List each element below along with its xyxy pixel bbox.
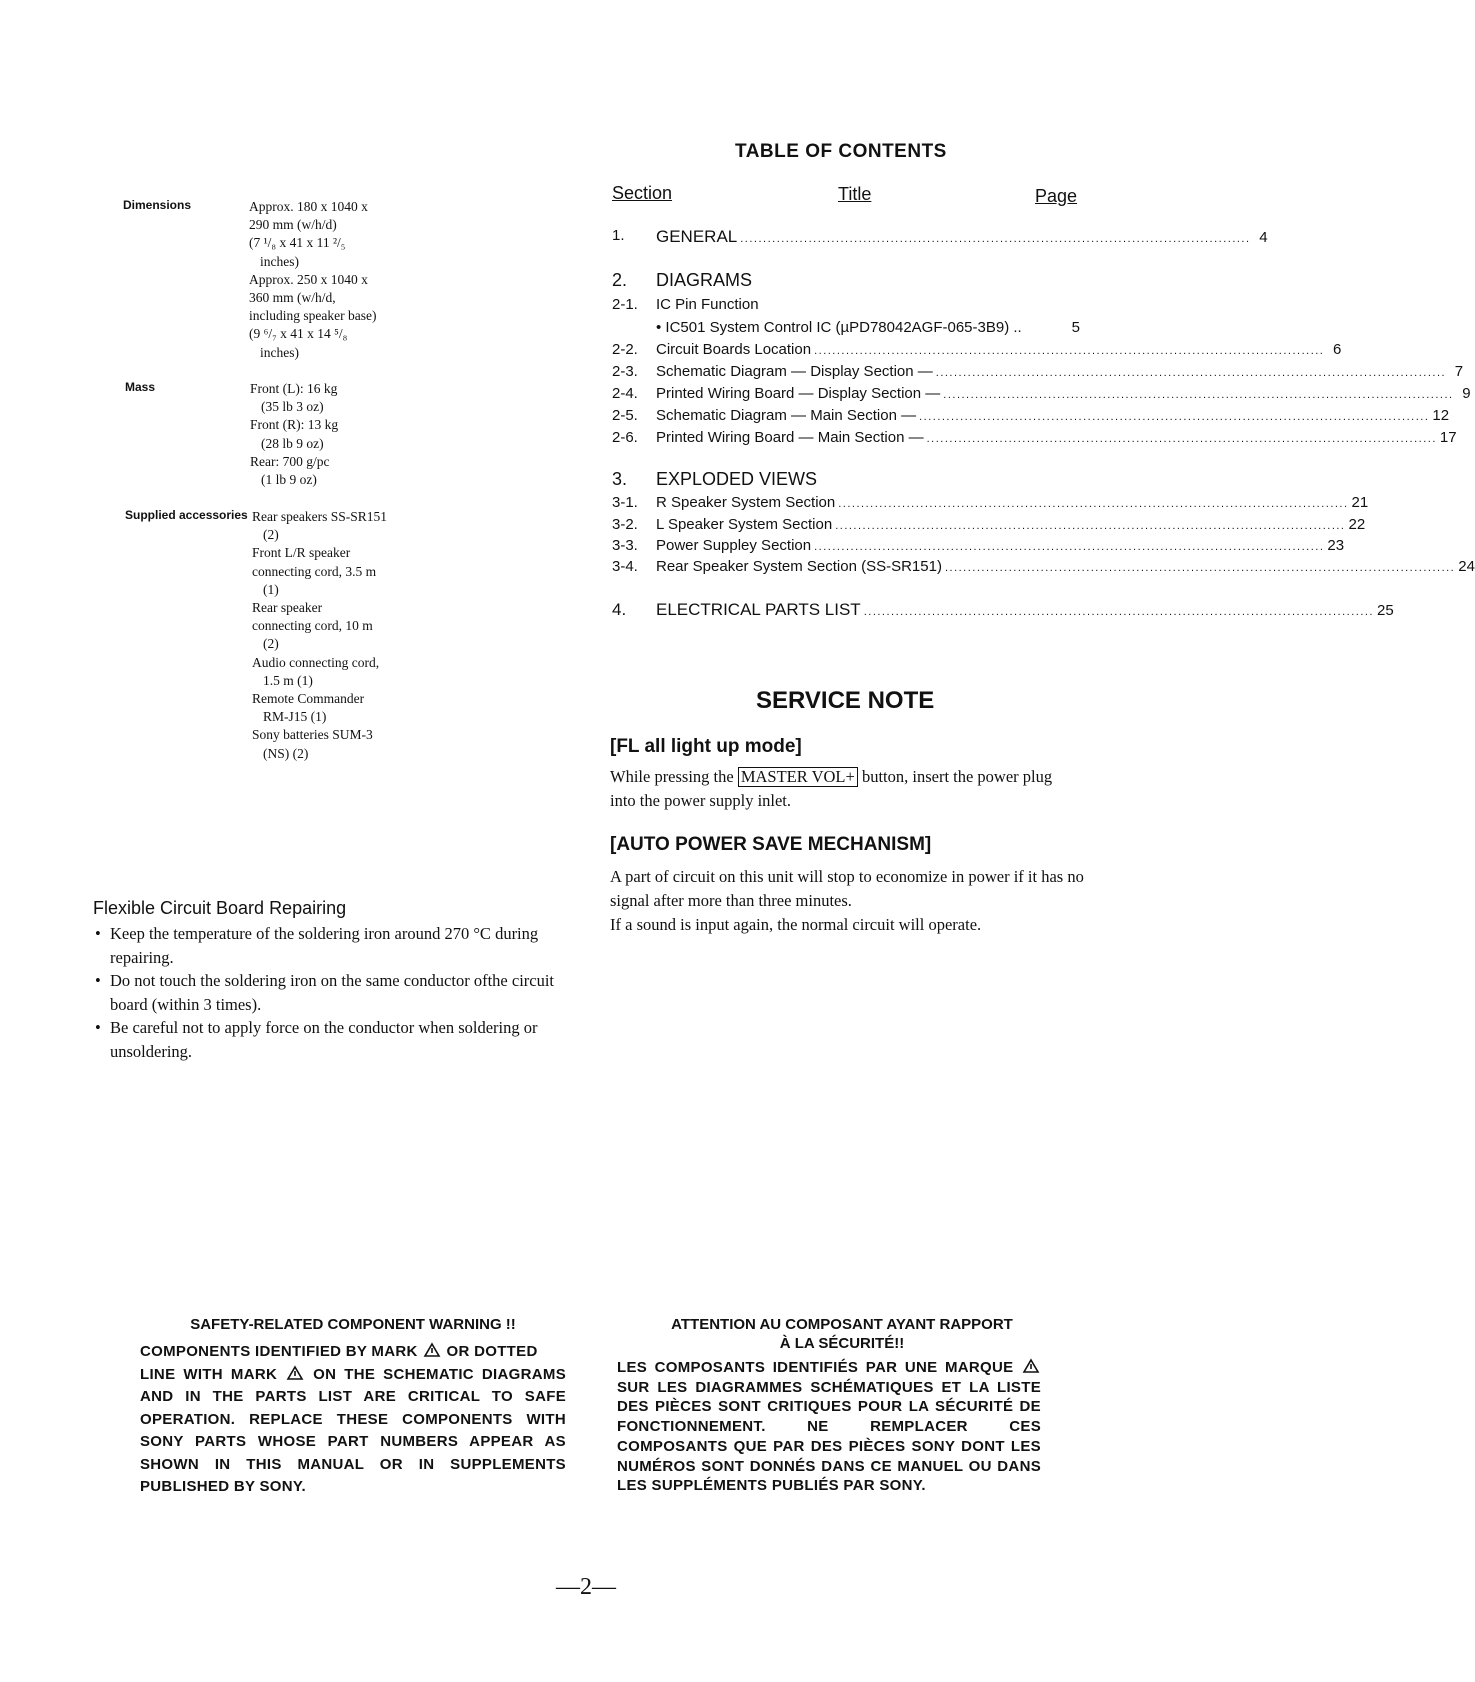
toc-entry-title: DIAGRAMS — [656, 270, 753, 290]
spec-line: (35 lb 3 oz) — [261, 399, 324, 415]
toc-title: TABLE OF CONTENTS — [735, 141, 947, 162]
toc-entry-title: Printed Wiring Board — Main Section — — [656, 429, 924, 446]
warning-en-line: ON THE SCHEMATIC DIAGRAMS — [313, 1365, 566, 1383]
fl-mode-heading: [FL all light up mode] — [610, 736, 802, 757]
warning-en-line: OR DOTTED — [446, 1343, 538, 1360]
spec-line: RM-J15 (1) — [263, 709, 327, 725]
toc-col-title: Title — [838, 184, 872, 204]
spec-line: Sony batteries SUM-3 — [252, 727, 373, 743]
toc-leader: ................................................................................................................ — [943, 389, 1454, 401]
toc-entry-title: GENERAL — [656, 227, 738, 246]
spec-line: Remote Commander — [252, 691, 365, 707]
toc-entry-page: 7 — [1454, 363, 1464, 380]
toc-entry-title: R Speaker System Section — [656, 494, 836, 511]
warning-fr-title-line: ATTENTION AU COMPOSANT AYANT RAPPORT — [671, 1316, 1013, 1333]
toc-entry-number: 1. — [612, 227, 625, 244]
toc-entry[interactable] — [612, 537, 1345, 559]
spec-line: (2) — [263, 527, 279, 543]
spec-line: Front L/R speaker — [252, 545, 351, 561]
fl-mode-text — [610, 765, 1080, 813]
fl-mode-text-after: button, insert the power plug into the power supply inlet. — [610, 767, 1053, 810]
toc-entry-number: 3. — [612, 469, 628, 489]
warning-triangle-icon — [424, 1343, 440, 1357]
spec-line: Front (R): 13 kg — [250, 417, 339, 433]
toc-entry-number: 2-1. — [612, 296, 638, 313]
toc-entry-number: 2-6. — [612, 429, 638, 446]
spec-label-accessories: Supplied accessories — [125, 508, 248, 522]
toc-col-section: Section — [612, 183, 673, 203]
toc-leader: ................................................................................................................ — [814, 541, 1325, 553]
toc-entry-page: 25 — [1377, 602, 1394, 619]
toc-entry-number: 3-4. — [612, 558, 638, 575]
toc-entry[interactable] — [612, 341, 1342, 363]
warning-fr-body — [617, 1358, 1041, 1496]
toc-entry[interactable] — [612, 429, 1457, 451]
toc-leader: ................................................................................................................ — [863, 606, 1374, 618]
spec-line: inches) — [260, 344, 299, 360]
toc-entry-number: 2-3. — [612, 363, 638, 380]
service-note-title: SERVICE NOTE — [756, 687, 935, 714]
toc-entry-page: 22 — [1348, 516, 1366, 533]
warning-triangle-icon — [1023, 1359, 1039, 1373]
toc-leader: ................................................................................................................ — [944, 562, 1456, 574]
toc-entry[interactable] — [612, 270, 1080, 294]
spec-line: (1) — [263, 581, 279, 597]
warning-en-line: COMPONENTS IDENTIFIED BY MARK — [140, 1343, 418, 1360]
spec-line: Front (L): 16 kg — [250, 381, 338, 396]
toc-entry[interactable] — [612, 407, 1450, 429]
spec-label-dimensions: Dimensions — [123, 198, 192, 212]
spec-line: (1 lb 9 oz) — [261, 472, 317, 488]
spec-line: including speaker base) — [249, 308, 377, 324]
toc-entry-title: ELECTRICAL PARTS LIST — [656, 600, 861, 619]
spec-line: (7 ¹/₈ x 41 x 11 ²/₅ — [249, 235, 346, 251]
toc-leader: ................................................................................................................ — [935, 367, 1447, 379]
toc-entry-page: 23 — [1327, 537, 1345, 554]
toc-entry-page: 12 — [1432, 407, 1450, 424]
warning-fr-title-line: À LA SÉCURITÉ!! — [779, 1335, 905, 1352]
spec-value-mass — [250, 380, 338, 489]
toc-leader: ................................................................................................................ — [926, 433, 1437, 445]
spec-line: Rear speakers SS-SR151 — [252, 509, 387, 524]
spec-line: Approx. 180 x 1040 x — [249, 199, 368, 214]
toc-entry-number: 3-2. — [612, 516, 638, 533]
toc-entry[interactable] — [612, 227, 1268, 249]
spec-line: Rear speaker — [252, 600, 323, 616]
toc-col-page: Page — [1035, 186, 1078, 206]
auto-power-save-heading: [AUTO POWER SAVE MECHANISM] — [610, 834, 932, 855]
warning-en-line: LINE WITH MARK — [140, 1365, 278, 1383]
toc-leader: ................................................................................................................ — [814, 345, 1325, 357]
flexible-board-title: Flexible Circuit Board Repairing — [93, 898, 347, 918]
toc-entry-title: • IC501 System Control IC (µPD78042AGF-065-3B9) .. — [656, 319, 1022, 336]
toc-entry-number: 3-1. — [612, 494, 638, 511]
toc-entry-number: 2. — [612, 270, 628, 290]
toc-entry-title: Schematic Diagram — Main Section — — [656, 407, 917, 424]
spec-line: 290 mm (w/h/d) — [249, 217, 337, 233]
spec-line: inches) — [260, 253, 299, 269]
warning-fr-rest: SUR LES DIAGRAMMES SCHÉMATIQUES ET LA LISTE DES PIÈCES SONT CRITIQUES POUR LA SÉCURITÉ DE FONCTIONNEMENT. NE REMPLACER CES COMPOSANTS QUE PAR DES PIÈCES SONY DONT LES NUMÉROS SONT DONNÉS DANS CE MANUEL OU DANS LES SUPPLÉMENTS PUBLIÉS PAR SONY. — [617, 1378, 1041, 1495]
spec-line: connecting cord, 3.5 m — [252, 563, 377, 579]
warning-en-title: SAFETY-RELATED COMPONENT WARNING !! — [190, 1316, 516, 1333]
toc-entry-title: Rear Speaker System Section (SS-SR151) — [656, 558, 942, 575]
warning-en-rest: AND IN THE PARTS LIST ARE CRITICAL TO SAFE OPERATION. REPLACE THESE COMPONENTS WITH SONY PARTS WHOSE PART NUMBERS APPEAR AS SHOWN IN THIS MANUAL OR IN SUPPLEMENTS PUBLISHED BY SONY. — [140, 1388, 566, 1495]
spec-value-dimensions — [249, 198, 376, 362]
toc-entry[interactable] — [612, 363, 1464, 385]
fl-mode-text-before: While pressing the — [610, 767, 734, 786]
auto-power-save-text — [610, 865, 1084, 937]
toc-entry[interactable] — [612, 469, 1080, 493]
list-item: • Be careful not to apply force on the conductor when soldering or unsoldering. — [93, 1016, 565, 1063]
spec-line: Audio connecting cord, — [252, 654, 380, 670]
toc-entry-page: 24 — [1458, 558, 1475, 575]
auto-power-save-paragraph: If a sound is input again, the normal circuit will operate. — [610, 915, 982, 934]
toc-entry-number: 2-5. — [612, 407, 638, 424]
spec-line: Approx. 250 x 1040 x — [249, 271, 368, 287]
spec-line: (28 lb 9 oz) — [261, 435, 324, 451]
toc-entry-title: Circuit Boards Location — [656, 341, 812, 358]
list-item: • Do not touch the soldering iron on the same conductor ofthe circuit board (within 3 times). — [93, 969, 565, 1016]
toc-entry[interactable] — [612, 296, 1080, 318]
toc-entry-number: 2-4. — [612, 385, 638, 402]
spec-line: (2) — [263, 636, 279, 652]
toc-entry-title: Schematic Diagram — Display Section — — [656, 363, 933, 380]
toc-entry-page: 9 — [1462, 385, 1471, 402]
spec-line: Rear: 700 g/pc — [250, 453, 330, 469]
master-vol-button-label: MASTER VOL+ — [738, 767, 858, 787]
toc-entry[interactable] — [612, 494, 1369, 516]
spec-line: (9 ⁶/₇ x 41 x 14 ⁵/₈ — [249, 326, 348, 342]
toc-entry[interactable] — [612, 600, 1394, 622]
toc-entry-title: IC Pin Function — [656, 296, 759, 313]
toc-entry-page: 6 — [1333, 341, 1342, 358]
toc-entry-title: Power Suppley Section — [656, 537, 812, 554]
warning-fr-line: LES COMPOSANTS IDENTIFIÉS PAR UNE MARQUE — [617, 1359, 1014, 1376]
toc-leader: ................................................................................................................ — [838, 498, 1349, 510]
toc-entry[interactable] — [612, 558, 1475, 580]
toc-leader: ................................................................................................................ — [835, 520, 1346, 532]
spec-label-mass: Mass — [125, 380, 156, 394]
page-number: —2— — [556, 1574, 616, 1600]
toc-entry-title: Printed Wiring Board — Display Section — — [656, 385, 941, 402]
toc-entry-page: 5 — [1071, 319, 1080, 336]
spec-value-accessories — [252, 508, 387, 763]
toc-leader: ................................................................................................................ — [740, 233, 1251, 245]
warning-en-body — [140, 1341, 566, 1499]
toc-entry-page: 17 — [1439, 429, 1457, 446]
toc-leader: ................................................................................................................ — [919, 411, 1430, 423]
auto-power-save-paragraph: A part of circuit on this unit will stop to economize in power if it has no signal after more than three minutes. — [610, 867, 1084, 910]
flexible-board-list — [93, 922, 565, 1063]
toc-entry-number: 4. — [612, 600, 627, 619]
toc-entry[interactable] — [612, 319, 1080, 341]
toc-entry-number: 3-3. — [612, 537, 638, 554]
spec-line: 360 mm (w/h/d, — [249, 290, 336, 306]
toc-entry-page: 21 — [1351, 494, 1369, 511]
list-item: • Keep the temperature of the soldering iron around 270 °C during repairing. — [93, 922, 565, 969]
toc-entry-number: 2-2. — [612, 341, 638, 358]
warning-fr-title — [617, 1315, 1067, 1353]
spec-line: (NS) (2) — [263, 745, 309, 761]
toc-entry[interactable] — [612, 516, 1366, 538]
warning-triangle-icon — [287, 1366, 303, 1380]
toc-entry[interactable] — [612, 385, 1471, 407]
spec-line: connecting cord, 10 m — [252, 618, 373, 634]
toc-entry-title: EXPLODED VIEWS — [656, 469, 818, 489]
toc-entry-page: 4 — [1259, 229, 1268, 246]
toc-entry-title: L Speaker System Section — [656, 516, 833, 533]
spec-line: 1.5 m (1) — [263, 672, 313, 688]
